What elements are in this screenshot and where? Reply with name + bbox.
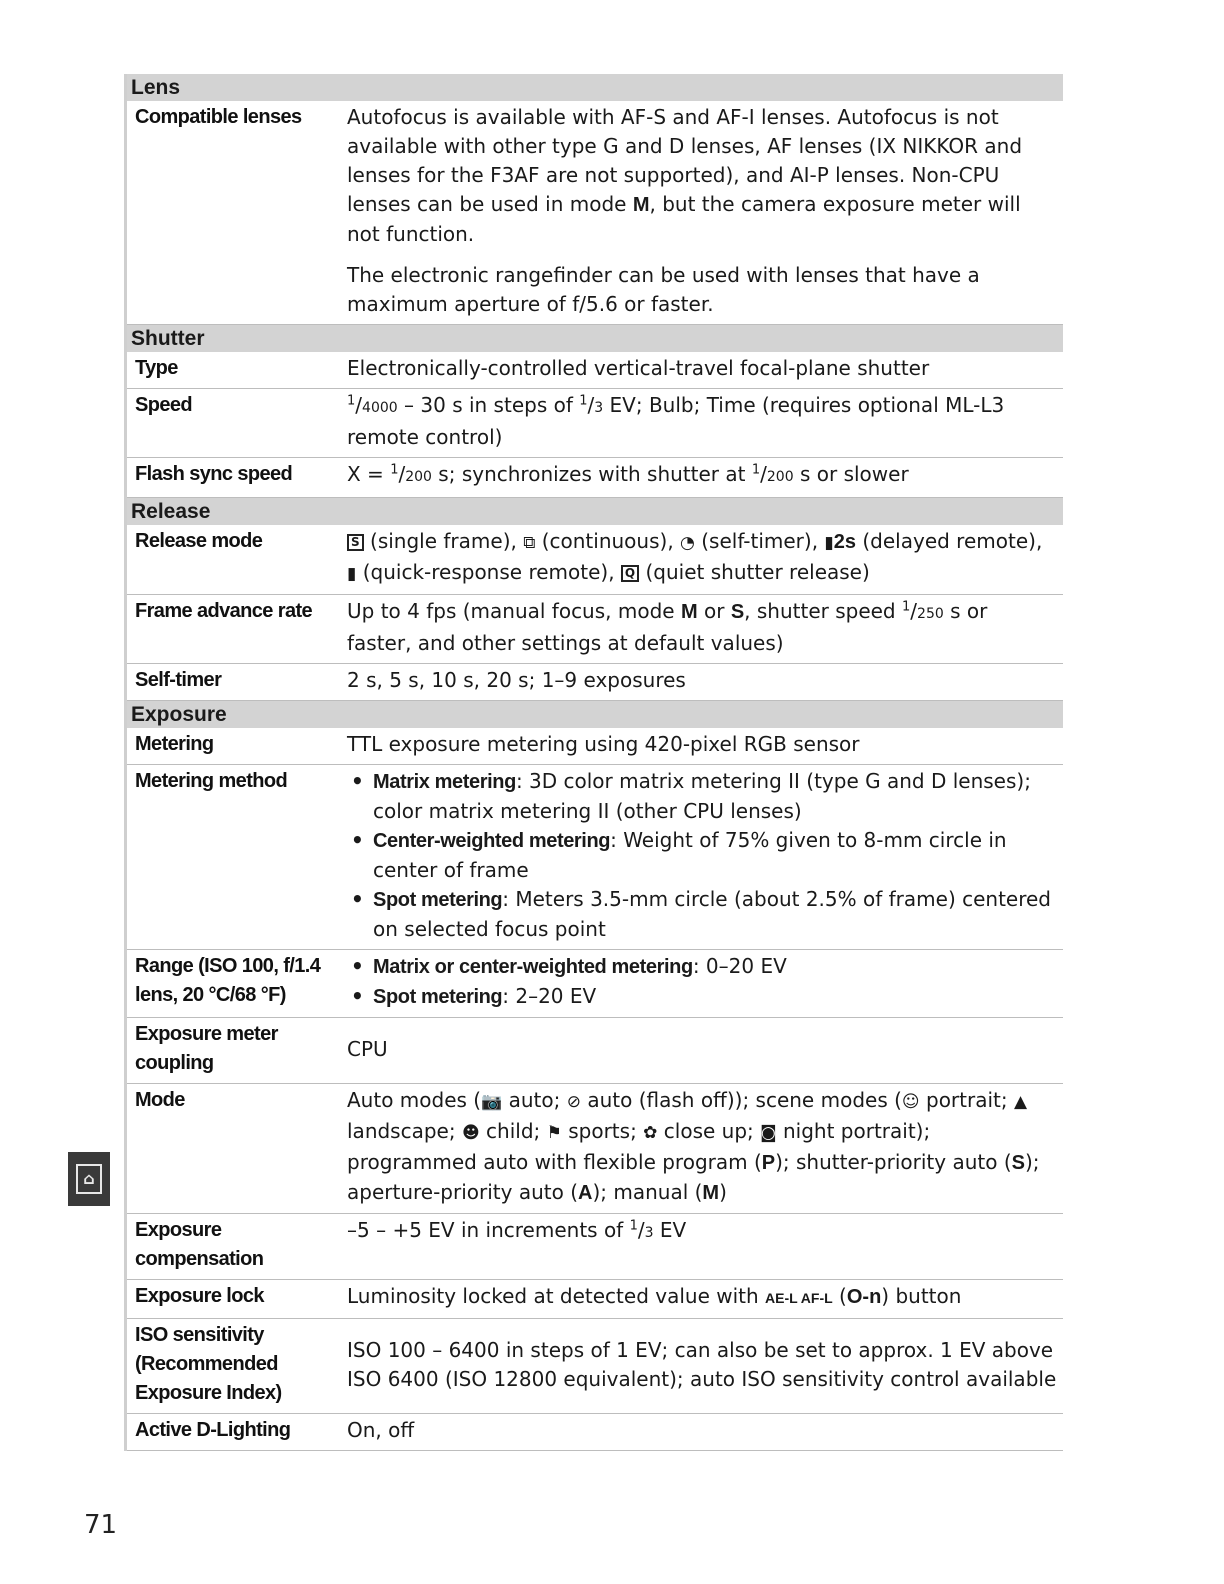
list-item: • Spot metering: 2–20 EV xyxy=(347,982,1057,1012)
chapter-tab xyxy=(68,1152,110,1206)
spec-row-release-mode xyxy=(127,525,1063,595)
spec-row-iso-sensitivity xyxy=(127,1319,1063,1414)
spec-row-exposure-meter-coupling xyxy=(127,1018,1063,1084)
continuous-icon: ⧉ xyxy=(523,533,536,553)
spec-row-metering-method xyxy=(127,765,1063,950)
spec-value: Luminosity locked at detected value with AE-L AF-L (O-n) button xyxy=(347,1284,962,1308)
spec-label: Exposure meter coupling xyxy=(135,1023,278,1074)
spec-label: Mode xyxy=(135,1089,185,1111)
spec-value: 2 s, 5 s, 10 s, 20 s; 1–9 exposures xyxy=(347,668,686,692)
spec-row-exposure-lock xyxy=(127,1280,1063,1319)
spec-value: CPU xyxy=(347,1036,388,1061)
specifications-table xyxy=(124,74,1063,1451)
spec-value xyxy=(347,952,1063,1012)
spec-row-compatible-lenses xyxy=(127,101,1063,325)
single-frame-icon: S xyxy=(347,534,364,551)
quick-remote-icon: ▮ xyxy=(347,564,357,584)
spec-value: S (single frame), ⧉ (continuous), ◔ (self-timer), ▮2s (delayed remote), ▮ (quick-response remote), Q (quiet shutter release) xyxy=(347,527,1063,589)
spec-label: Speed xyxy=(135,394,193,416)
lock-key-icon: O-n xyxy=(846,1286,882,1308)
spec-label: Type xyxy=(135,357,178,379)
landscape-icon: ▲ xyxy=(1013,1092,1028,1112)
spec-row-metering xyxy=(127,728,1063,765)
spec-value: Autofocus is available with AF-S and AF-I lenses. Autofocus is not available with other type G and D lenses, AF lenses (IX NIKKOR and lenses for the F3AF are not supported), and AI-P lenses. Non-CPU lenses can be used in mode M, but the camera exposure meter will not function. The electronic rangefinder can be used with lenses that have a maximum aperture of f/5.6 or faster. xyxy=(347,105,1023,316)
sports-icon: ⚑ xyxy=(546,1123,562,1143)
flash-off-icon: ⊘ xyxy=(566,1092,581,1112)
spec-row-active-d-lighting xyxy=(127,1414,1063,1451)
spec-label: ISO sensitivity (Recommended Exposure Index) xyxy=(135,1324,282,1404)
spec-label: Flash sync speed xyxy=(135,463,293,485)
spec-value xyxy=(347,767,1063,944)
self-timer-icon: ◔ xyxy=(680,533,695,553)
notes-book-icon: ⌂ xyxy=(76,1164,102,1194)
spec-label: Metering method xyxy=(135,770,288,792)
spec-label: Compatible lenses xyxy=(135,106,302,128)
spec-label: Exposure compensation xyxy=(135,1219,264,1270)
spec-label: Self-timer xyxy=(135,669,222,691)
spec-row-range xyxy=(127,950,1063,1018)
spec-row-mode xyxy=(127,1084,1063,1214)
spec-value: X = $^1$/200 s; synchronizes with shutter at $^1$/200 s or slower xyxy=(347,462,909,486)
close-up-icon: ✿ xyxy=(643,1123,658,1143)
section-header-lens: Lens xyxy=(127,74,1063,101)
spec-label: Active D-Lighting xyxy=(135,1419,291,1441)
spec-row-flash-sync-speed xyxy=(127,458,1063,498)
page-number: 71 xyxy=(84,1510,118,1540)
spec-value: Up to 4 fps (manual focus, mode M or S, shutter speed $^1$/250 s or faster, and other settings at default values) xyxy=(347,599,988,655)
list-item: • Spot metering: Meters 3.5-mm circle (about 2.5% of frame) centered on selected focus point xyxy=(347,885,1057,944)
spec-label: Metering xyxy=(135,733,214,755)
quiet-shutter-icon: Q xyxy=(621,565,639,582)
spec-label: Frame advance rate xyxy=(135,600,313,622)
spec-row-speed xyxy=(127,389,1063,458)
spec-value: On, off xyxy=(347,1418,415,1442)
spec-value: TTL exposure metering using 420-pixel RGB sensor xyxy=(347,732,860,756)
spec-value: ISO 100 – 6400 in steps of 1 EV; can also be set to approx. 1 EV above ISO 6400 (ISO 12800 equivalent); auto ISO sensitivity control available xyxy=(347,1337,1057,1391)
section-header-release: Release xyxy=(127,498,1063,525)
remote-icon: ▮ xyxy=(824,533,834,553)
spec-value: Auto modes (📷 auto; ⊘ auto (flash off)); scene modes (☺ portrait; ▲ landscape; ☻ child; ⚑ sports; ✿ close up; ◙ night portrait); programmed auto with flexible program (P); shutter-priority auto (S); aperture-priority auto (A); manual (M) xyxy=(347,1088,1040,1204)
spec-row-exposure-compensation xyxy=(127,1214,1063,1280)
spec-value: Electronically-controlled vertical-travel focal-plane shutter xyxy=(347,356,930,380)
night-portrait-icon: ◙ xyxy=(760,1123,777,1143)
spec-value: –5 – +5 EV in increments of $^1$/3 EV xyxy=(347,1218,687,1242)
spec-row-self-timer xyxy=(127,664,1063,701)
child-icon: ☻ xyxy=(461,1123,480,1143)
auto-mode-icon: 📷 xyxy=(481,1092,503,1112)
list-item: • Center-weighted metering: Weight of 75% given to 8-mm circle in center of frame xyxy=(347,826,1057,885)
spec-row-type xyxy=(127,352,1063,389)
section-header-exposure: Exposure xyxy=(127,701,1063,728)
spec-label: Release mode xyxy=(135,530,263,552)
spec-row-frame-advance-rate xyxy=(127,595,1063,664)
portrait-icon: ☺ xyxy=(901,1092,920,1112)
section-header-shutter: Shutter xyxy=(127,325,1063,352)
list-item: • Matrix metering: 3D color matrix metering II (type G and D lenses); color matrix metering II (other CPU lenses) xyxy=(347,767,1057,826)
list-item: • Matrix or center-weighted metering: 0–20 EV xyxy=(347,952,1057,982)
ae-l-af-l-button-icon: AE-L AF-L xyxy=(765,1290,833,1306)
spec-label: Exposure lock xyxy=(135,1285,264,1307)
spec-label: Range (ISO 100, f/1.4 lens, 20 °C/68 °F) xyxy=(135,955,321,1006)
spec-value: $^1$/4000 – 30 s in steps of $^1$/3 EV; Bulb; Time (requires optional ML-L3 remote control) xyxy=(347,393,1005,449)
